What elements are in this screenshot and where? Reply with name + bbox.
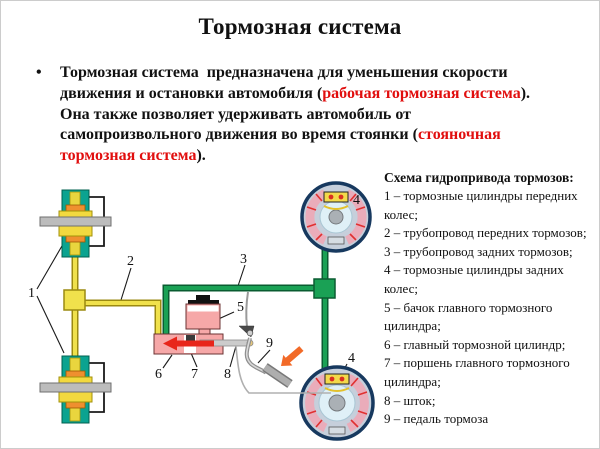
legend-heading: Схема гидропривода тормозов: bbox=[384, 170, 574, 185]
legend-item: 4 – тормозные цилиндры задних колес; bbox=[384, 262, 564, 296]
rear-pipe-junction bbox=[314, 279, 335, 298]
front-pipe-junction bbox=[64, 290, 85, 310]
diagram-label-7: 7 bbox=[191, 367, 198, 382]
legend-item: 7 – поршень главного тормозного цилиндра; bbox=[384, 355, 570, 389]
legend-item: 8 – шток; bbox=[384, 392, 436, 408]
diagram-label-2: 2 bbox=[127, 254, 134, 269]
front-wheel-brake-top bbox=[40, 190, 111, 257]
front-brake-pipe bbox=[64, 256, 158, 357]
diagram-label-4: 4 bbox=[348, 351, 355, 366]
paragraph-line: самопроизвольного движения во время стоянки (стояночная bbox=[60, 126, 501, 144]
legend-item: 9 – педаль тормоза bbox=[384, 411, 489, 427]
diagram-label-4: 4 bbox=[353, 193, 360, 208]
rear-wheel-cylinder-bottom bbox=[325, 374, 349, 384]
slide-title: Тормозная система bbox=[198, 14, 402, 39]
diagram-label-6: 6 bbox=[155, 367, 162, 382]
rear-drum-brake-bottom bbox=[301, 367, 373, 439]
front-wheel-brake-bottom bbox=[40, 356, 111, 423]
paragraph-line: движения и остановки автомобиля (рабочая тормозная система). bbox=[60, 84, 531, 102]
diagram-label-5: 5 bbox=[237, 300, 244, 315]
paragraph-line: Она также позволяет удерживать автомобиль от bbox=[60, 105, 412, 123]
diagram-label-9: 9 bbox=[266, 336, 273, 351]
legend-item: 5 – бачок главного тормозного цилиндра; bbox=[384, 299, 553, 334]
legend-item: 2 – трубопровод передних тормозов; bbox=[384, 225, 587, 241]
diagram-label-8: 8 bbox=[224, 367, 231, 382]
diagram-label-3: 3 bbox=[240, 252, 247, 267]
bullet-marker: • bbox=[36, 64, 42, 81]
diagram-label-1: 1 bbox=[28, 286, 35, 301]
legend-item: 1 – тормозные цилиндры передних колес; bbox=[384, 188, 578, 222]
rear-wheel-cylinder-top bbox=[324, 192, 348, 202]
paragraph-line: Тормозная система предназначена для уменьшения скорости bbox=[60, 64, 508, 81]
paragraph-line: тормозная система). bbox=[60, 147, 206, 165]
press-direction-arrow bbox=[281, 346, 304, 366]
legend-item: 6 – главный тормозной цилиндр; bbox=[384, 336, 566, 352]
pedal-pad bbox=[265, 367, 290, 384]
legend-item: 3 – трубопровод задних тормозов; bbox=[384, 243, 573, 259]
